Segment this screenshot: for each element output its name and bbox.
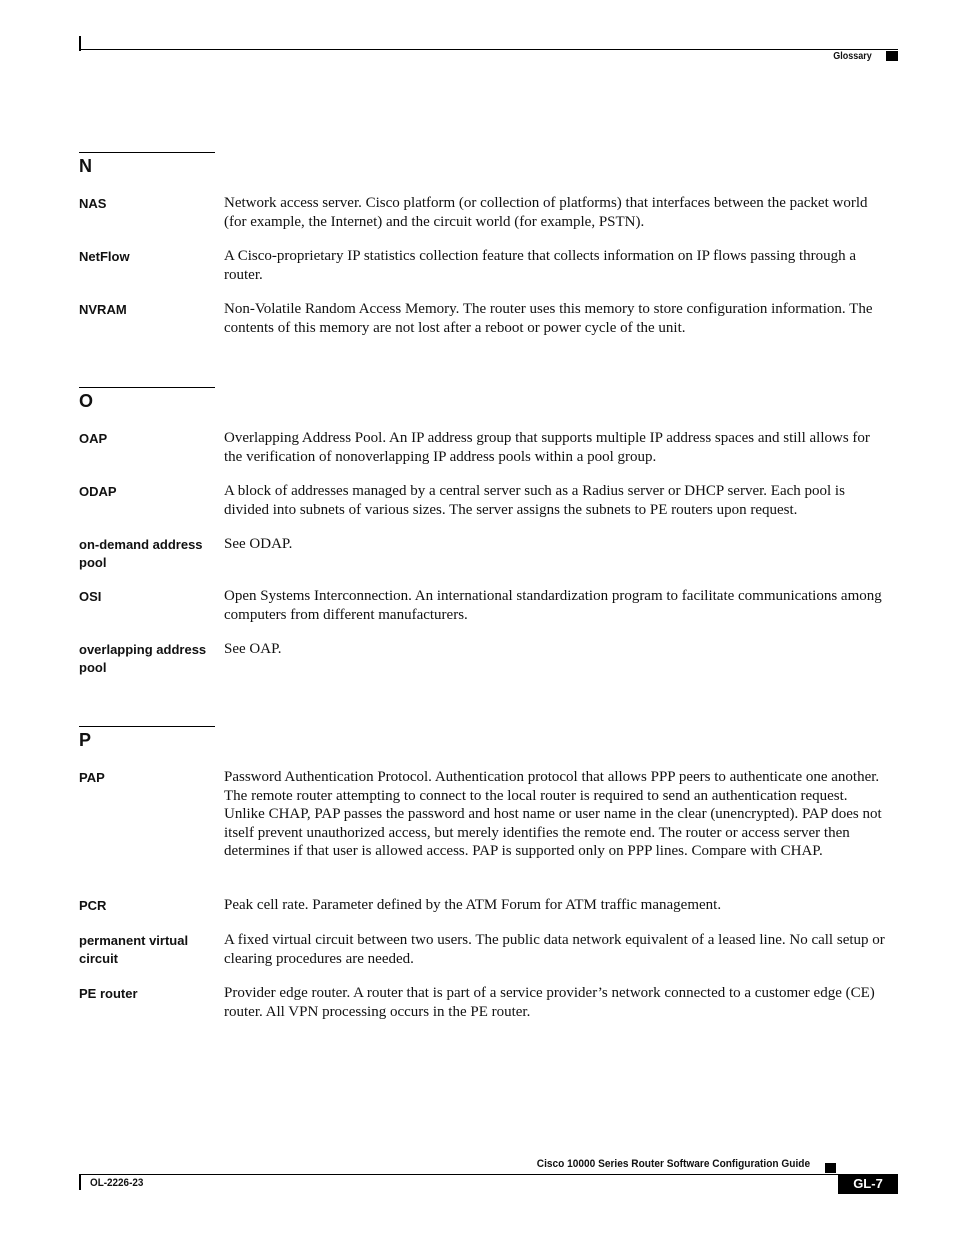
- footer-page-number: GL-7: [838, 1174, 898, 1194]
- glossary-term: PAP: [79, 770, 105, 785]
- section-letter: P: [79, 730, 92, 750]
- glossary-section-o: [79, 387, 898, 675]
- glossary-section-p: [79, 726, 898, 1020]
- glossary-term: overlapping address pool: [79, 642, 207, 675]
- section-rule: [79, 387, 215, 388]
- glossary-definition: Network access server. Cisco platform (or collection of platforms) that interfaces between the packet world (for example, the Internet) and the circuit world (for example, PSTN).: [224, 195, 868, 230]
- header-section-title: Glossary: [833, 51, 872, 62]
- footer-tick-mark: [79, 1174, 81, 1190]
- glossary-term: OSI: [79, 589, 102, 604]
- glossary-definition: Overlapping Address Pool. An IP address group that supports multiple IP address spaces and still allows for the verification of nonoverlapping IP address pools within a pool group.: [224, 430, 870, 465]
- glossary-definition: Peak cell rate. Parameter defined by the ATM Forum for ATM traffic management.: [224, 897, 722, 913]
- glossary-term: PCR: [79, 898, 107, 913]
- footer-guide-title: Cisco 10000 Series Router Software Configuration Guide: [536, 1158, 810, 1170]
- glossary-definition: Provider edge router. A router that is part of a service provider’s network connected to a customer edge (CE) router. All VPN processing occurs in the PE router.: [224, 985, 875, 1020]
- header-marker-box: [886, 51, 898, 61]
- glossary-definition: Non-Volatile Random Access Memory. The router uses this memory to store configuration information. The contents of this memory are not lost after a reboot or power cycle of the unit.: [224, 301, 873, 336]
- header-rule: [79, 49, 898, 50]
- glossary-term: NAS: [79, 196, 107, 211]
- glossary-definition: A fixed virtual circuit between two users. The public data network equivalent of a leased line. No call setup or clearing procedures are needed.: [224, 932, 885, 967]
- footer-marker-box: [825, 1163, 836, 1173]
- glossary-definition: A block of addresses managed by a central server such as a Radius server or DHCP server. Each pool is divided into subnets of various sizes. The server assigns the subnets to PE routers upon request.: [224, 483, 845, 518]
- footer-rule: [79, 1174, 898, 1175]
- glossary-term: NetFlow: [79, 249, 130, 264]
- glossary-term: on-demand address pool: [79, 537, 203, 570]
- glossary-definition: Password Authentication Protocol. Authentication protocol that allows PPP peers to authenticate one another. The remote router attempting to connect to the local router is required to send an authentication request. Unlike CHAP, PAP passes the password and host name or user name in the clear (unencrypted). PAP does not itself prevent unauthorized access, but merely identifies the remote end. The router or access server then determines if that user is allowed access. PAP is supported only on PPP lines. Compare with CHAP.: [224, 769, 882, 860]
- glossary-term: OAP: [79, 431, 108, 446]
- glossary-definition: A Cisco-proprietary IP statistics collection feature that collects information on IP flows passing through a router.: [224, 248, 857, 283]
- glossary-term: PE router: [79, 986, 138, 1001]
- section-rule: [79, 152, 215, 153]
- glossary-definition: See ODAP.: [224, 536, 293, 552]
- section-letter: O: [79, 391, 94, 411]
- section-rule: [79, 726, 215, 727]
- glossary-term: NVRAM: [79, 302, 127, 317]
- glossary-term: ODAP: [79, 484, 117, 499]
- glossary-term: permanent virtual circuit: [79, 933, 189, 966]
- section-letter: N: [79, 156, 92, 176]
- glossary-definition: Open Systems Interconnection. An international standardization program to facilitate communications among computers from different manufacturers.: [224, 588, 882, 623]
- footer-doc-number: OL-2226-23: [90, 1177, 144, 1189]
- glossary-section-n: [79, 152, 898, 336]
- glossary-definition: See OAP.: [224, 641, 282, 657]
